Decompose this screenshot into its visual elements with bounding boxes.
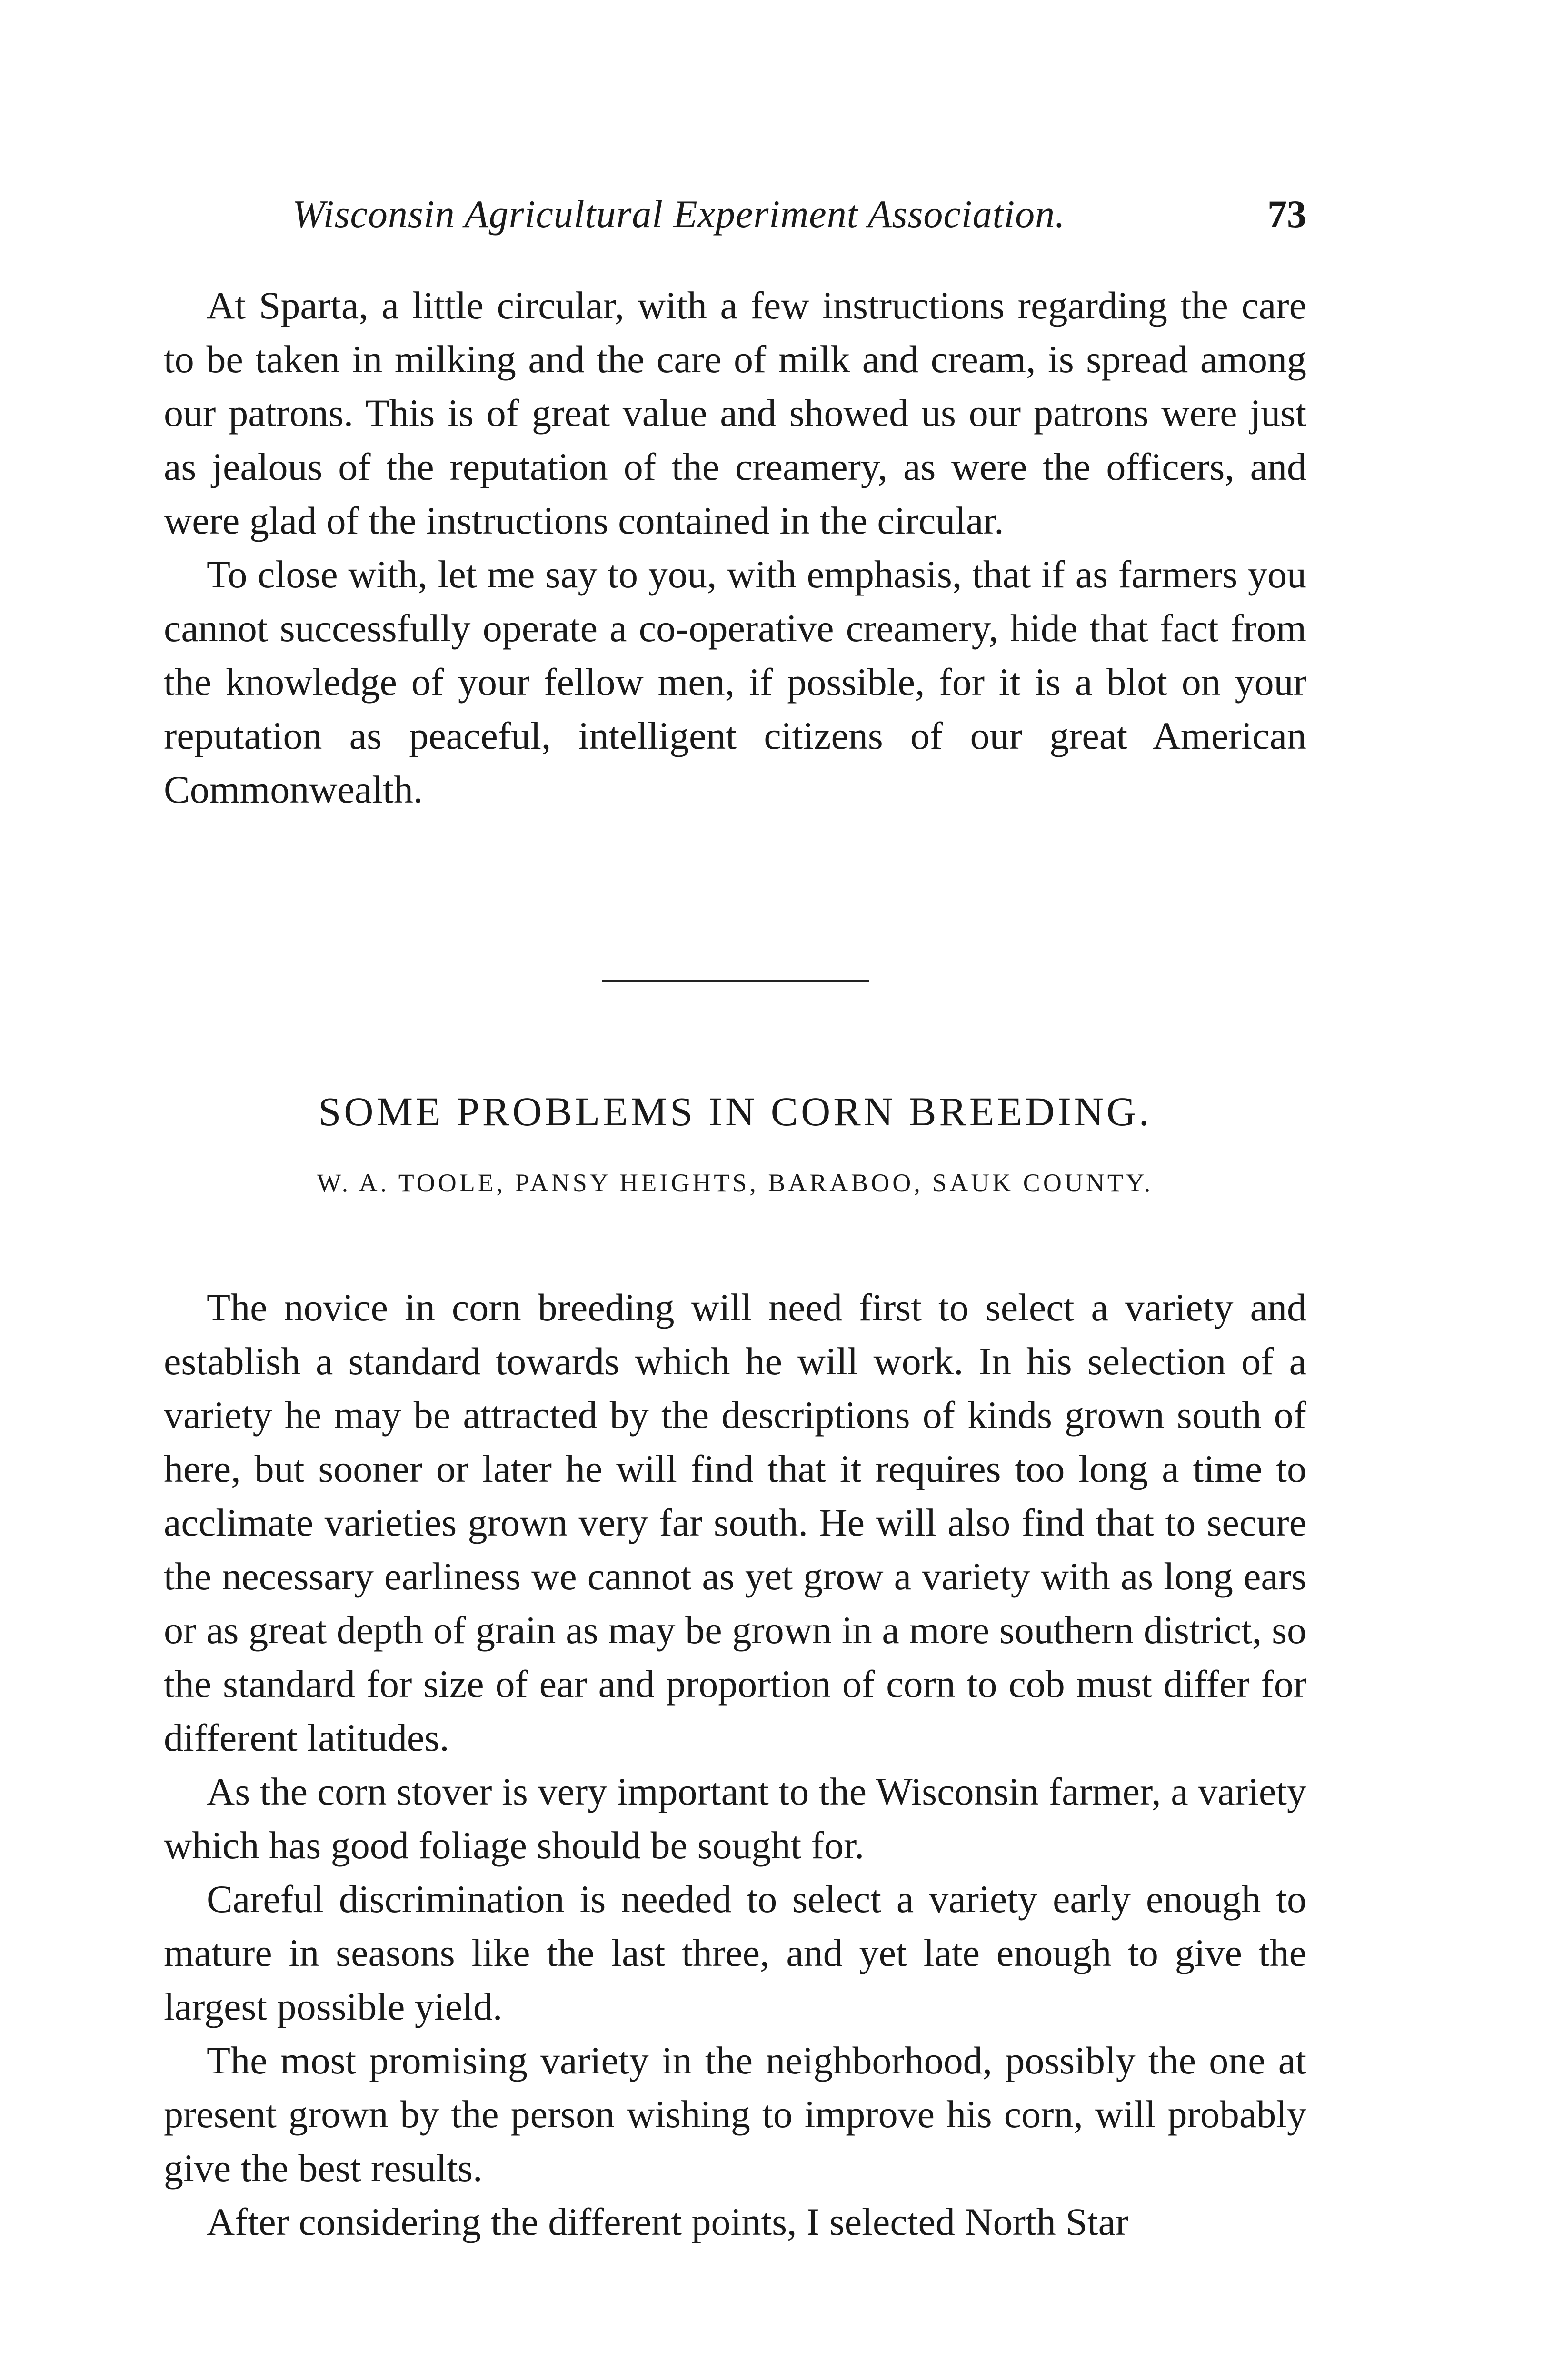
intro-text xyxy=(164,278,1306,816)
paragraph: Careful discrimination is needed to select a variety early enough to mature in seasons like the last three, and yet late enough to give the largest possible yield. xyxy=(164,1877,1306,2028)
author-byline: W. A. TOOLE, PANSY HEIGHTS, BARABOO, SAUK COUNTY. xyxy=(317,1169,1154,1197)
page-number: 73 xyxy=(1267,192,1306,236)
section-title: SOME PROBLEMS IN CORN BREEDING. xyxy=(318,1089,1152,1134)
paragraph: The novice in corn breeding will need first to select a variety and establish a standard towards which he will work. In his selection of a variety he may be attracted by the descriptions of kinds grown south of here, but sooner or later he will find that it requires too long a time to acclimate varieties grown very far south. He will also find that to secure the necessary earliness we cannot as yet grow a variety with as long ears or as great depth of grain as may be grown in a more southern district, so the standard for size of ear and proportion of corn to cob must differ for different latitudes. xyxy=(164,1286,1306,1759)
running-head-title: Wisconsin Agricultural Experiment Association. xyxy=(292,192,1066,236)
paragraph: After considering the different points, I selected North Star xyxy=(207,2200,1129,2243)
paragraph: As the corn stover is very important to the Wisconsin farmer, a variety which has good foliage should be sought for. xyxy=(164,1770,1306,1867)
paragraph: The most promising variety in the neighborhood, possibly the one at present grown by the person wishing to improve his corn, will probably give the best results. xyxy=(164,2039,1306,2190)
paragraph: At Sparta, a little circular, with a few instructions regarding the care to be taken in milking and the care of milk and cream, is spread among our patrons. This is of great value and showed us our patrons were just as jealous of the reputation of the creamery, as were the officers, and were glad of the instructions contained in the circular. xyxy=(164,284,1306,542)
section-divider xyxy=(602,980,869,982)
paragraph: To close with, let me say to you, with emphasis, that if as farmers you cannot successfully operate a co-operative creamery, hide that fact from the knowledge of your fellow men, if possible, for it is a blot on your reputation as peaceful, intelligent citizens of our great American Commonwealth. xyxy=(164,553,1306,811)
running-header xyxy=(164,188,1306,240)
section-body xyxy=(164,1280,1306,2249)
